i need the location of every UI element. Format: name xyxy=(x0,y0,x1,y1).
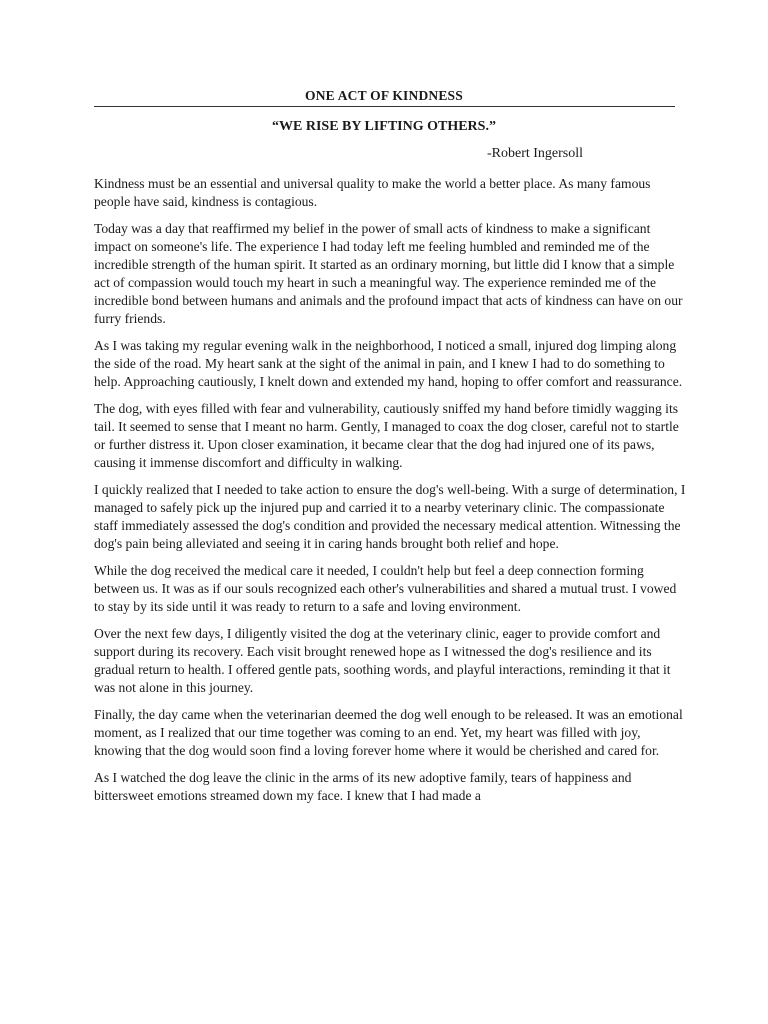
paragraph: As I watched the dog leave the clinic in the arms of its new adoptive family, tears of happiness and bittersweet emotions streamed down my face. I knew that I had made a xyxy=(94,770,632,803)
document-body xyxy=(94,175,686,814)
paragraph: Over the next few days, I diligently visited the dog at the veterinary clinic, eager to provide comfort and support during its recovery. Each visit brought renewed hope as I witnessed the dog's resilience and its gradual return to health. I offered gentle pats, soothing words, and playful interactions, reminding it that it was not alone in this journey. xyxy=(94,626,671,695)
paragraph: Kindness must be an essential and universal quality to make the world a better place. As many famous people have said, kindness is contagious. xyxy=(94,176,651,209)
paragraph: I quickly realized that I needed to take action to ensure the dog's well-being. With a surge of determination, I managed to safely pick up the injured pup and carried it to a nearby veterinary clinic. The compassionate staff immediately assessed the dog's condition and provided the necessary medical attention. Witnessing the dog's pain being alleviated and seeing it in caring hands brought both relief and hope. xyxy=(94,482,686,551)
paragraph: The dog, with eyes filled with fear and vulnerability, cautiously sniffed my hand before timidly wagging its tail. It seemed to sense that I meant no harm. Gently, I managed to coax the dog closer, careful not to startle or further distress it. Upon closer examination, it became clear that the dog had injured one of its paws, causing it immense discomfort and difficulty in walking. xyxy=(94,401,679,470)
paragraph: Today was a day that reaffirmed my belief in the power of small acts of kindness to make a significant impact on someone's life. The experience I had today left me feeling humbled and reminded me of the incredible strength of the human spirit. It started as an ordinary morning, but little did I know that a simple act of compassion would touch my heart in such a meaningful way. The experience reminded me of the incredible bond between humans and animals and the profound impact that acts of kindness can have on our furry friends. xyxy=(94,221,683,326)
epigraph-quote: “WE RISE BY LIFTING OTHERS.” xyxy=(272,119,496,134)
paragraph: Finally, the day came when the veterinarian deemed the dog well enough to be released. It was an emotional moment, as I realized that our time together was coming to an end. Yet, my heart was filled with joy, knowing that the dog would soon find a loving forever home where it would be cherished and cared for. xyxy=(94,707,683,758)
title-divider xyxy=(94,106,675,107)
quote-attribution: -Robert Ingersoll xyxy=(487,146,584,161)
document-title: ONE ACT OF KINDNESS xyxy=(305,88,463,103)
paragraph: While the dog received the medical care it needed, I couldn't help but feel a deep connection forming between us. It was as if our souls recognized each other's vulnerabilities and shared a mutual trust. I vowed to stay by its side until it was ready to return to a safe and loving environment. xyxy=(94,563,677,614)
paragraph: As I was taking my regular evening walk in the neighborhood, I noticed a small, injured dog limping along the side of the road. My heart sank at the sight of the animal in pain, and I knew I had to do something to help. Approaching cautiously, I knelt down and extended my hand, hoping to offer comfort and reassurance. xyxy=(94,338,683,389)
